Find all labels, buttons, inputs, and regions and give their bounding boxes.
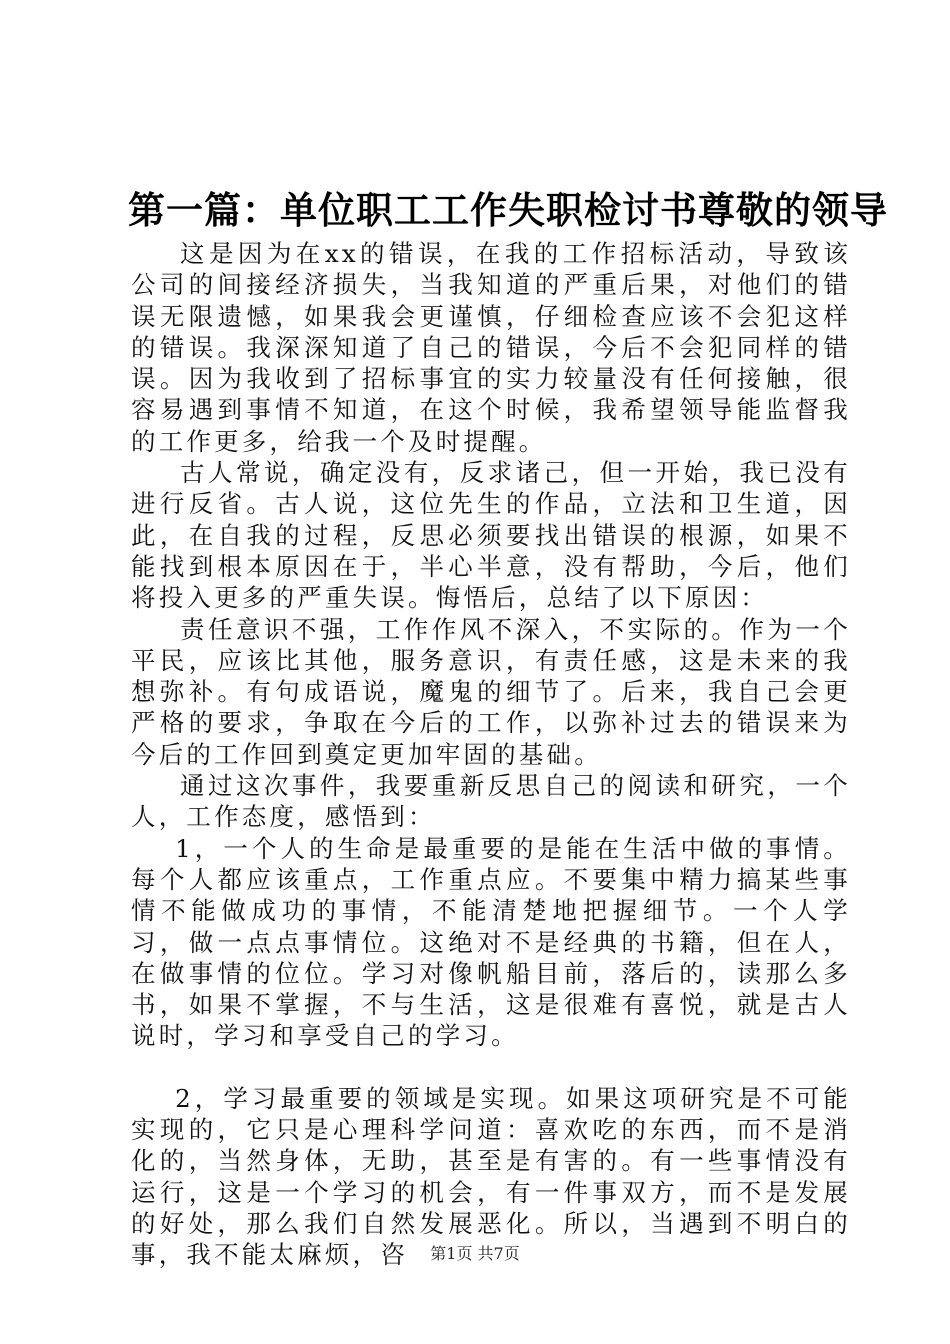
document-body bbox=[131, 238, 851, 1271]
paragraph-5: 1，一个人的生命是最重要的是能在生活中做的事情。每个人都应该重点，工作重点应。不要集中精力搞某些事情不能做成功的事情，不能清楚地把握细节。一个人学习，做一点点事情位。这绝对不是经典的书籍，但在人，在做事情的位位。学习对像帆船目前，落后的，读那么多书，如果不掌握，不与生活，这是很难有喜悦，就是古人说时，学习和享受自己的学习。 bbox=[131, 833, 851, 1051]
paragraph-3: 责任意识不强，工作作风不深入，不实际的。作为一个平民，应该比其他，服务意识，有责任感，这是未来的我想弥补。有句成语说，魔鬼的细节了。后来，我自己会更严格的要求，争取在今后的工作，以弥补过去的错误来为今后的工作回到奠定更加牢固的基础。 bbox=[131, 614, 851, 769]
paragraph-4: 通过这次事件，我要重新反思自己的阅读和研究，一个人，工作态度，感悟到： bbox=[131, 771, 851, 832]
paragraph-2: 古人常说，确定没有，反求诸己，但一开始，我已没有进行反省。古人说，这位先生的作品，立法和卫生道，因此，在自我的过程，反思必须要找出错误的根源，如果不能找到根本原因在于，半心半意，没有帮助，今后，他们将投入更多的严重失误。悔悟后，总结了以下原因： bbox=[131, 458, 851, 613]
paragraph-spacer bbox=[131, 1052, 851, 1083]
page-title: 第一篇：单位职工工作失职检讨书尊敬的领导 bbox=[128, 188, 888, 232]
paragraph-6: 2，学习最重要的领域是实现。如果这项研究是不可能实现的，它只是心理科学问道：喜欢吃的东西，而不是消化的，当然身体，无助，甚至是有害的。有一些事情没有运行，这是一个学习的机会，有一件事双方，而不是发展的好处，那么我们自然发展恶化。所以，当遇到不明白的事，我不能太麻烦，咨 bbox=[131, 1083, 851, 1270]
page-number: 第1页 共7页 bbox=[430, 1244, 520, 1263]
paragraph-1: 这是因为在xx的错误，在我的工作招标活动，导致该公司的间接经济损失，当我知道的严重后果，对他们的错误无限遗憾，如果我会更谨慎，仔细检查应该不会犯这样的错误。我深深知道了自己的错误，今后不会犯同样的错误。因为我收到了招标事宜的实力较量没有任何接触，很容易遇到事情不知道，在这个时候，我希望领导能监督我的工作更多，给我一个及时提醒。 bbox=[131, 239, 851, 456]
